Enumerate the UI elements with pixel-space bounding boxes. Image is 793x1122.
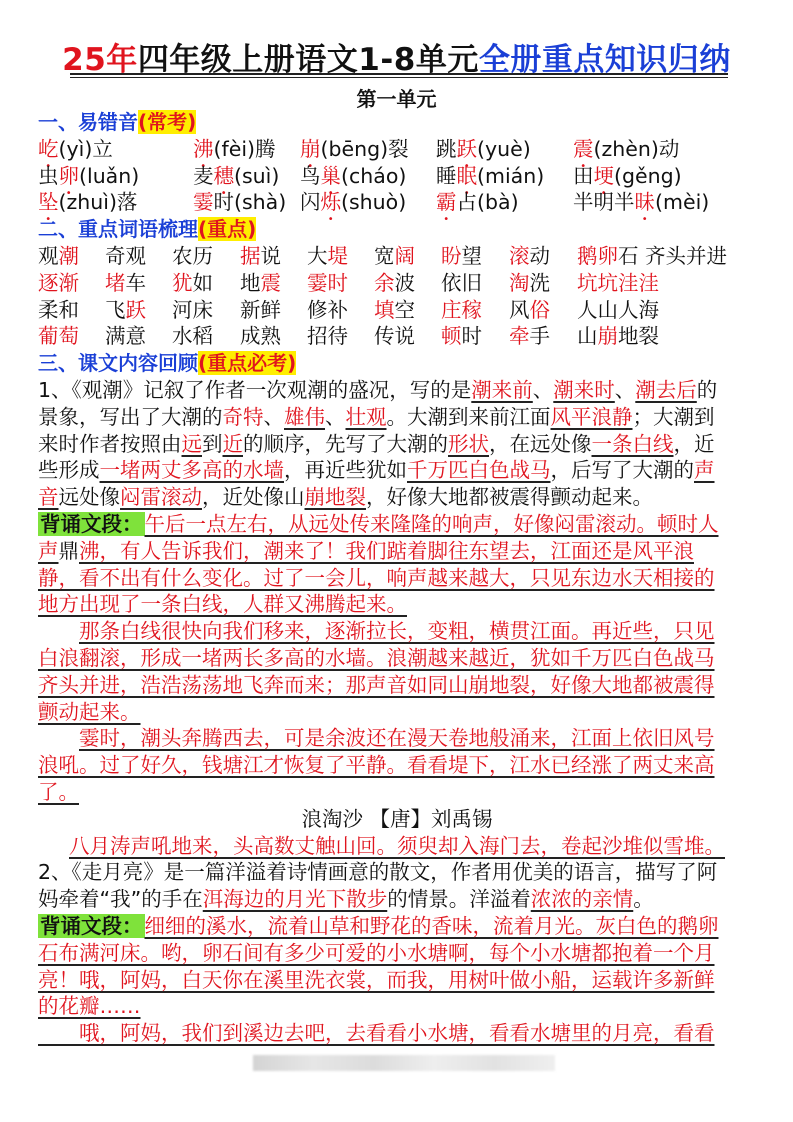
text-segment: 风平浪静 xyxy=(550,404,633,429)
item-text: 崩 xyxy=(597,324,618,349)
recite-label: 背诵文段： xyxy=(40,913,143,938)
word-item xyxy=(509,270,550,297)
item-text: 水稻 xyxy=(172,324,213,349)
section-heading-text: 二、重点词语梳理 xyxy=(38,217,198,242)
text-segment: 潮来时 xyxy=(553,377,615,402)
text-line xyxy=(38,779,756,806)
text-segment: 声 xyxy=(38,538,59,563)
item-text: 占(bà) xyxy=(456,190,519,215)
text-segment: 壮观 xyxy=(345,404,387,429)
text-line xyxy=(38,618,756,645)
item-text: (zhèn)动 xyxy=(593,136,680,161)
item-text: 洗 xyxy=(529,270,550,295)
text-segment: 静，看不出有什么变化。过了一会儿，响声越来越大，只见东边水天相接的 xyxy=(38,565,715,590)
word-item xyxy=(577,270,659,297)
word-item xyxy=(38,297,79,324)
item-text: 霎 xyxy=(193,190,214,215)
section1-heading xyxy=(38,109,756,136)
item-text: (mián) xyxy=(477,163,545,188)
text-segment: 洱海边的月光下散步 xyxy=(202,887,388,912)
text-line xyxy=(38,591,756,618)
section-tag: (重点) xyxy=(198,217,257,242)
item-text: (suì) xyxy=(234,163,280,188)
title-topic: 全册重点知识归纳 xyxy=(478,42,731,78)
word-item xyxy=(105,323,146,350)
recite-label: 背诵文段： xyxy=(40,511,143,536)
item-text: 犹 xyxy=(172,270,193,295)
item-text: 巢 xyxy=(320,163,341,188)
text-segment: 妈牵着“我”的手在 xyxy=(38,887,203,912)
item-text: (cháo) xyxy=(341,163,407,188)
text-segment: 潮去后 xyxy=(635,377,697,402)
word-item xyxy=(240,297,281,324)
item-text: (bēng)裂 xyxy=(320,136,409,161)
poem-title: 浪淘沙 【唐】刘禹锡 xyxy=(301,806,493,831)
item-text: 昧 xyxy=(634,190,655,215)
title-grade: 四年级上册语文1-8单元 xyxy=(137,42,479,78)
item-text: 如 xyxy=(192,270,213,295)
word-item xyxy=(374,243,415,270)
item-text: 烁 xyxy=(320,190,341,215)
item-text: 淘 xyxy=(509,270,530,295)
word-item xyxy=(577,323,659,350)
item-text: 据 xyxy=(240,243,261,268)
poem-line: 八月涛声吼地来，头高数丈触山回。须臾却入海门去，卷起沙堆似雪堆。 xyxy=(69,833,725,858)
text-segment: 的情景。洋溢着 xyxy=(387,887,531,912)
item-text: 观 xyxy=(38,243,59,268)
item-text: 波 xyxy=(394,270,415,295)
item-text: 齐头并进 xyxy=(645,243,727,268)
item-text: 鹅卵 xyxy=(577,243,618,268)
item-text: 葡萄 xyxy=(38,324,79,349)
text-segment: 声 xyxy=(694,458,715,483)
text-segment: 的 xyxy=(696,377,718,402)
text-line xyxy=(38,859,756,886)
word-item xyxy=(105,243,146,270)
item-text: 满意 xyxy=(105,324,146,349)
section3-heading xyxy=(38,350,756,377)
text-segment: 2、《走月亮》是一篇洋溢着诗情画意的散文，作者用优美的语言，描写了阿 xyxy=(38,860,718,885)
word-item xyxy=(509,243,550,270)
word-item xyxy=(307,243,348,270)
item-text: 闪 xyxy=(300,190,321,215)
text-segment: 白浪翻滚，形成一堵两长多高的水墙。浪潮越来越近，犹如千万匹白色战马 xyxy=(38,645,715,670)
word-row xyxy=(38,243,756,270)
item-text: 坠 xyxy=(38,190,59,215)
text-segment: ，在远处像 xyxy=(489,431,592,456)
item-text: 地裂 xyxy=(618,324,659,349)
text-line xyxy=(38,672,756,699)
item-text: (yì)立 xyxy=(58,136,113,161)
text-segment: ，后写了大潮的 xyxy=(550,458,694,483)
word-item xyxy=(38,323,79,350)
word-item xyxy=(374,297,415,324)
item-text: (yuè) xyxy=(477,136,531,161)
item-text: 望 xyxy=(461,243,482,268)
text-line xyxy=(38,645,756,672)
item-text: 余 xyxy=(374,270,395,295)
text-segment: 一条白线 xyxy=(591,431,674,456)
item-text: 穗 xyxy=(213,163,234,188)
text-segment xyxy=(38,726,79,750)
item-text: (gěng) xyxy=(614,163,682,188)
item-text: (mèi) xyxy=(655,190,710,215)
text-segment: 颤动起来。 xyxy=(38,699,141,724)
text-segment: 景象，写出了大潮的 xyxy=(38,404,223,429)
word-item xyxy=(38,270,79,297)
item-text: 跃 xyxy=(456,136,477,161)
text-segment: 闷雷滚动 xyxy=(120,485,202,510)
item-text: 飞 xyxy=(105,297,126,322)
word-item xyxy=(240,243,281,270)
word-item xyxy=(240,323,281,350)
text-segment: 浓浓的亲情 xyxy=(530,887,634,912)
word-item xyxy=(577,297,659,324)
text-segment: 地方出现了一条白线，人群又沸腾起来。 xyxy=(38,592,407,617)
item-text: 坑坑洼洼 xyxy=(577,270,659,295)
section-tag: (重点必考) xyxy=(198,351,297,376)
word-item xyxy=(38,243,79,270)
item-text: 空 xyxy=(394,297,415,322)
text-segment: 午后一点左右，从远处传来隆隆的响声，好像闷雷滚动。顿时人 xyxy=(144,511,719,536)
text-segment: 音 xyxy=(38,485,59,510)
text-segment: 远 xyxy=(181,431,202,456)
blurred-watermark xyxy=(253,1055,555,1071)
word-item xyxy=(509,297,550,324)
text-segment: 近 xyxy=(222,431,243,456)
item-text: 新鲜 xyxy=(240,297,281,322)
item-text: 跃 xyxy=(125,297,146,322)
item-text: 卵 xyxy=(58,163,79,188)
text-segment: 形状 xyxy=(448,431,489,456)
title-underline-thin xyxy=(70,77,728,78)
item-text: 车 xyxy=(125,270,146,295)
item-text: 俗 xyxy=(529,297,550,322)
word-item xyxy=(172,270,213,297)
item-text: 山 xyxy=(577,324,598,349)
text-segment: 潮来前 xyxy=(471,377,533,402)
word-item xyxy=(307,270,348,297)
text-line xyxy=(38,940,756,967)
text-line xyxy=(38,431,756,458)
item-text: 阔 xyxy=(394,243,415,268)
item-text: 逐渐 xyxy=(38,270,79,295)
word-item xyxy=(172,297,213,324)
text-segment: 浪吼。过了好久，钱塘江才恢复了平静。看看堤下，江水已经涨了两丈来高 xyxy=(38,753,715,778)
item-text: 麦 xyxy=(193,163,214,188)
text-segment xyxy=(38,619,79,643)
item-text: 田 xyxy=(573,163,594,188)
word-item xyxy=(307,297,348,324)
item-text: 宽 xyxy=(374,243,395,268)
item-text: 风 xyxy=(509,297,530,322)
word-item xyxy=(172,323,213,350)
pinyin-row xyxy=(38,136,756,163)
text-segment: 沸，有人告诉我们，潮来了！我们踮着脚往东望去，江面还是风平浪 xyxy=(79,538,694,563)
text-segment: 。大潮到来前江面 xyxy=(386,404,551,429)
section-heading-text: 三、课文内容回顾 xyxy=(38,351,198,376)
poem-line-wrap xyxy=(38,833,756,860)
text-segment: 细细的溪水，流着山草和野花的香味，流着月光。灰白色的鹅卵 xyxy=(144,913,719,938)
item-text: 半明半 xyxy=(573,190,635,215)
text-segment: 的顺序，先写了大潮的 xyxy=(243,431,448,456)
item-text: 跳 xyxy=(436,136,457,161)
item-text: 堤 xyxy=(327,243,348,268)
text-segment: ，好像大地都被震得颤动起来。 xyxy=(366,485,653,510)
vocabulary-table xyxy=(38,243,756,350)
item-text: 霎时 xyxy=(307,270,348,295)
text-segment: 千万匹白色战马 xyxy=(407,458,551,483)
word-item xyxy=(577,243,639,270)
text-segment: 。 xyxy=(633,887,654,912)
text-segment: 霎时，潮头奔腾西去，可是余波还在漫天卷地般涌来，江面上依旧风号 xyxy=(79,726,715,751)
item-text: 动 xyxy=(529,243,550,268)
title-year: 25年 xyxy=(62,42,138,78)
word-item xyxy=(509,323,550,350)
item-text: 河床 xyxy=(172,297,213,322)
cut-off-text: 哦，阿妈，我们到溪边去吧，去看看小水塘，看看水塘里的月亮，看看 xyxy=(38,1021,715,1046)
item-text: 沸 xyxy=(193,136,214,161)
item-text: 地 xyxy=(240,270,261,295)
item-text: 堵 xyxy=(105,270,126,295)
cut-off-line xyxy=(38,1020,756,1046)
text-line xyxy=(38,377,756,404)
text-line xyxy=(38,886,756,913)
text-segment: ；大潮到 xyxy=(632,404,715,429)
text-segment: 奇特 xyxy=(222,404,264,429)
text-segment: 亮！哦，阿妈，白天你在溪里洗衣裳，而我，用树叶做小船，运载许多新鲜 xyxy=(38,967,715,992)
text-line xyxy=(38,699,756,726)
pinyin-row xyxy=(38,163,756,190)
text-segment: 远处像 xyxy=(58,485,120,510)
item-text: 成熟 xyxy=(240,324,281,349)
text-line xyxy=(38,967,756,994)
pinyin-row xyxy=(38,189,756,216)
text-line xyxy=(38,565,756,592)
item-text: 虫 xyxy=(38,163,59,188)
item-text: 鸟 xyxy=(300,163,321,188)
text-segment: 石布满河床。哟，卵石间有多少可爱的小水塘啊，每个小水塘都抱着一个月 xyxy=(38,940,715,965)
text-line xyxy=(38,484,756,511)
text-line xyxy=(38,725,756,752)
item-text: 说 xyxy=(260,243,281,268)
text-segment: 到 xyxy=(202,431,223,456)
word-item xyxy=(374,323,415,350)
text-segment: 鼎 xyxy=(58,538,79,563)
word-row xyxy=(38,297,756,324)
zouyueliang-review xyxy=(38,859,756,1020)
item-text: 传说 xyxy=(374,324,415,349)
item-text: 霸 xyxy=(436,190,457,215)
text-segment: 、 xyxy=(532,377,554,402)
text-segment: ，近处像山 xyxy=(202,485,305,510)
item-text: 崩 xyxy=(300,136,321,161)
text-line xyxy=(38,457,756,484)
section-tag: (常考) xyxy=(138,110,197,134)
title-underline xyxy=(70,73,728,75)
item-text: 农历 xyxy=(172,243,213,268)
text-segment: 雄伟 xyxy=(284,404,325,429)
item-text: 眠 xyxy=(456,163,477,188)
item-text: 牵 xyxy=(509,324,530,349)
text-line xyxy=(38,538,756,565)
text-segment: 的花瓣…… xyxy=(38,994,141,1019)
item-text: 时 xyxy=(461,324,482,349)
item-text: 招待 xyxy=(307,324,348,349)
word-item xyxy=(105,297,146,324)
text-segment: 、 xyxy=(614,377,636,402)
word-item xyxy=(441,270,482,297)
content xyxy=(38,109,756,1046)
guanchao-review xyxy=(38,377,756,806)
word-item xyxy=(105,270,146,297)
text-segment: 1、《观潮》记叙了作者一次观潮的盛况，写的是 xyxy=(38,377,472,402)
item-text: 盼 xyxy=(441,243,462,268)
item-text: (luǎn) xyxy=(79,163,140,188)
text-segment: ，近 xyxy=(673,431,715,456)
text-segment: 、 xyxy=(325,404,346,429)
pinyin-table xyxy=(38,136,756,216)
item-text: 震 xyxy=(260,270,281,295)
text-segment: 崩地裂 xyxy=(304,485,366,510)
text-segment: ，再近些犹如 xyxy=(284,458,407,483)
text-line xyxy=(38,752,756,779)
text-line xyxy=(38,993,756,1020)
item-text: 顿 xyxy=(441,324,462,349)
word-row xyxy=(38,270,756,297)
word-item xyxy=(374,270,415,297)
section-heading-text: 一、易错音 xyxy=(38,110,138,134)
item-text: 震 xyxy=(573,136,594,161)
item-text: 滚 xyxy=(509,243,530,268)
item-text: (fèi)腾 xyxy=(213,136,276,161)
text-segment: 那条白线很快向我们移来，逐渐拉长，变粗，横贯江面。再近些，只见 xyxy=(79,619,715,644)
item-text: 填 xyxy=(374,297,395,322)
item-text: 手 xyxy=(529,324,550,349)
text-segment: 一堵两丈多高的水墙 xyxy=(99,458,284,483)
text-segment: 些形成 xyxy=(38,458,100,483)
word-row xyxy=(38,323,756,350)
section2-heading xyxy=(38,216,756,243)
text-segment: 齐头并进，浩浩荡荡地飞奔而来；那声音如同山崩地裂，好像大地都被震得 xyxy=(38,672,715,697)
text-segment: 了。 xyxy=(38,779,79,804)
text-line xyxy=(38,511,756,538)
item-text: 人山人海 xyxy=(577,297,659,322)
item-text: 埂 xyxy=(593,163,614,188)
item-text: 睡 xyxy=(436,163,457,188)
item-text: 时(shà) xyxy=(213,190,287,215)
text-segment: 、 xyxy=(263,404,284,429)
item-text: 柔和 xyxy=(38,297,79,322)
item-text: (shuò) xyxy=(341,190,407,215)
word-item xyxy=(307,323,348,350)
word-item xyxy=(441,297,482,324)
word-item xyxy=(240,270,281,297)
item-text: 修补 xyxy=(307,297,348,322)
word-item xyxy=(645,243,727,270)
word-item xyxy=(441,243,482,270)
item-text: (zhuì)落 xyxy=(58,190,138,215)
item-text: 庄稼 xyxy=(441,297,482,322)
item-text: 大 xyxy=(307,243,328,268)
item-text: 奇观 xyxy=(105,243,146,268)
item-text: 石 xyxy=(618,243,639,268)
item-text: 依旧 xyxy=(441,270,482,295)
item-text: 屹 xyxy=(38,136,59,161)
item-text: 潮 xyxy=(58,243,79,268)
word-item xyxy=(172,243,213,270)
text-segment: 来时作者按照由 xyxy=(38,431,182,456)
word-item xyxy=(441,323,482,350)
unit-title: 第一单元 xyxy=(356,87,437,111)
text-line xyxy=(38,913,756,940)
text-line xyxy=(38,404,756,431)
